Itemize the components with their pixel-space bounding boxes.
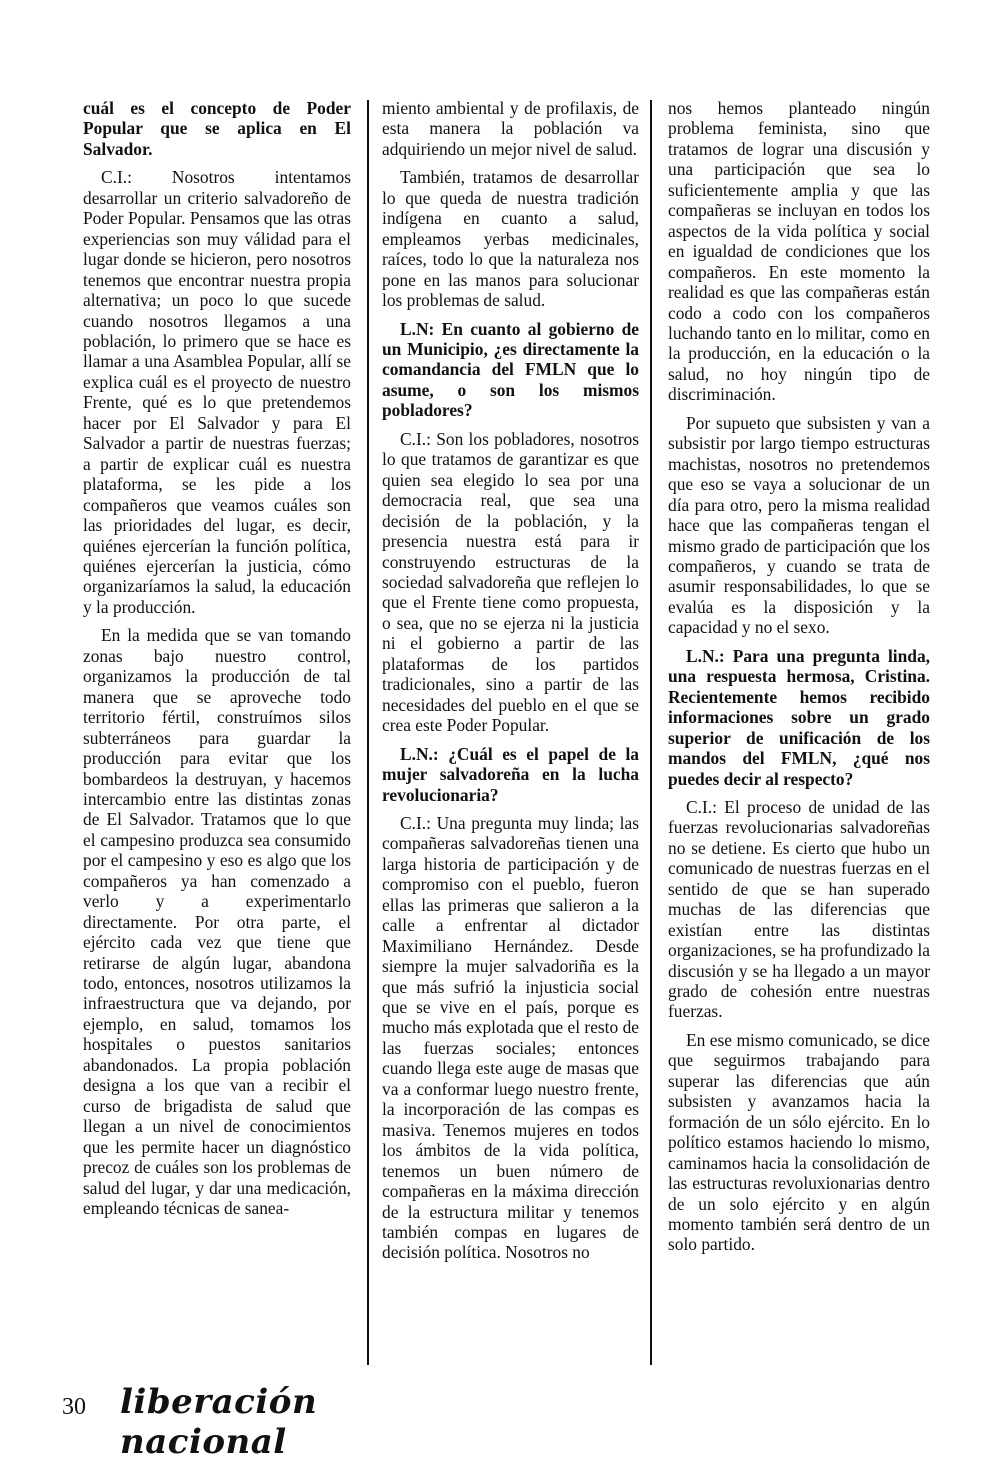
paragraph: En la medida que se van tomando zonas bajo nuestro control, organizamos la producción de tal manera que se aproveche todo territorio fértil, construímos silos subterráneos para guardar la producción para evitar que los bombardeos la destruyan, y hacemos intercambio entre las distintas zonas de El Salvador. Tratamos que lo que el campesino produzca sea consumido por el campesino y eso es algo que los compañeros ya han comenzado a verlo y a experimentarlo directamente. Por otra parte, el ejército cada vez que tiene que retirarse de algún lugar, abandona todo, entonces, nosotros utilizamos la infraestructura que va dejando, por ejemplo, en salud, tomamos los hospitales o puestos sanitarios abandonados. La propia población designa a los que van a recibir el curso de brigadista de salud que llegan a un nivel de conocimientos que les permite hacer un diagnóstico precoz de cuáles son los problemas de salud del lugar, y dar una medicación, empleando técnicas de sanea- xyxy=(83,625,351,1219)
paragraph: Por supueto que subsisten y van a subsistir por largo tiempo estructuras machistas, nosotros no pretendemos que eso se vaya a solucionar de un día para otro, pero la misma realidad hace que las compañeras tengan el mismo grado de participación que los compañeros, y cuando se trata de asumir responsabilidades, lo que se evalúa es la disposición y la capacidad y no el sexo. xyxy=(668,412,930,638)
paragraph: También, tratamos de desarrollar lo que queda de nuestra tradición indígena en cuanto a salud, empleamos yerbas medicinales, raíces, todo lo que la naturaleza nos pone en las manos para solucionar los problemas de salud. xyxy=(382,167,639,311)
paragraph: nos hemos planteado ningún problema feminista, sino que tratamos de lograr una discusión y una participación que sea lo suficientemente amplia y que las compañeras se incluyan en todos los aspectos de la vida política y social en igualdad de condiciones que los compañeros. En este momento la realidad es que las compañeras están codo a codo con los compañeros luchando tanto en lo militar, como en la producción, en la educación o la salud, no hoy ningún tipo de discriminación. xyxy=(668,98,930,405)
paragraph: C.I.: Nosotros intentamos desarrollar un criterio salvadoreño de Poder Popular. Pensamos que las otras experiencias son muy válidad para el lugar donde se hicieron, pero nosotros tenemos que encontrar nuestra propia alternativa; un poco lo que sucede cuando nosotros llegamos a una población, lo primero que se hace es llamar a una Asamblea Popular, allí se explica cuál es el proyecto de nuestro Frente, qué es lo que pretendemos hacer por El Salvador y para El Salvador a partir de nuestras fuerzas; a partir de explicar cuál es nuestra plataforma, se les pide a los compañeros que veamos cuáles son las prioridades del lugar, es decir, quiénes ejercerían la función política, quiénes ejercerían la justicia, cómo organizaríamos la salud, la educación y la producción. xyxy=(83,167,351,617)
page-footer xyxy=(62,1382,442,1462)
page-number: 30 xyxy=(62,1394,86,1420)
text-column-3 xyxy=(668,98,930,1263)
interviewer-question: cuál es el concepto de Poder Popular que se aplica en El Salvador. xyxy=(83,98,351,159)
text-column-1 xyxy=(83,98,351,1226)
column-rule-2 xyxy=(650,100,652,1365)
paragraph: En ese mismo comunicado, se dice que seguirmos trabajando para superar las diferencias que aún subsisten y avanzamos hacia la formación de un sólo ejército. En lo político estamos haciendo lo mismo, caminamos hacia la consolidación de las estructuras revoluxionarias dentro de un solo ejército y en algún momento también será dentro de un solo partido. xyxy=(668,1029,930,1255)
paragraph: miento ambiental y de profilaxis, de esta manera la población va adquiriendo un mejor nivel de salud. xyxy=(382,98,639,159)
column-rule-1 xyxy=(367,100,369,1365)
interviewer-question: L.N.: Para una pregunta linda, una respuesta hermosa, Cristina. Recientemente hemos recibido informaciones sobre un grado superior de unificación de los mandos del FMLN, ¿qué nos puedes decir al respecto? xyxy=(668,645,930,789)
paragraph: C.I.: El proceso de unidad de las fuerzas revolucionarias salvadoreñas no se detiene. Es cierto que hubo un comunicado de nuestras fuerzas en el sentido de que se han superado muchas de las diferencias que existían entre las distintas organizaciones, se ha profundizado la discusión y se ha llegado a un mayor grado de cohesión entre nuestras fuerzas. xyxy=(668,796,930,1022)
interviewer-question: L.N.: ¿Cuál es el papel de la mujer salvadoreña en la lucha revolucionaria? xyxy=(382,743,639,805)
magazine-masthead: liberación nacional xyxy=(120,1382,318,1462)
paragraph: C.I.: Una pregunta muy linda; las compañeras salvadoreñas tienen una larga historia de participación y de compromiso con el pueblo, fueron ellas las primeras que salieron a la calle a enfrentar al dictador Maximiliano Hernández. Desde siempre la mujer salvadoriña es la que más sufrió la injusticia social que se vive en el país, porque es mucho más explotada que el resto de las fuerzas sociales; entonces cuando llega este auge de masas que va a conformar luego nuestro frente, la incorporación de las compas es masiva. Tenemos mujeres en todos los ámbitos de la vida política, tenemos un buen número de compañeras en la máxima dirección de la estructura militar y tenemos también compas en lugares de decisión política. Nosotros no xyxy=(382,812,639,1263)
interviewer-question: L.N: En cuanto al gobierno de un Municipio, ¿es directamente la comandancia del FMLN que lo asume, o son los mismos pobladores? xyxy=(382,318,639,421)
text-column-2 xyxy=(382,98,639,1271)
paragraph: C.I.: Son los pobladores, nosotros lo que tratamos de garantizar es que quien sea elegido lo sea por una democracia real, que sea una decisión de la población, y la presencia nuestra está para ir construyendo estructuras de la sociedad salvadoreña que reflejen lo que el Frente tiene como propuesta, o sea, que no se ejerza ni la justicia ni el gobierno a partir de las plataformas de los partidos tradicionales, sino a partir de las necesidades del pueblo en el que se crea este Poder Popular. xyxy=(382,428,639,736)
